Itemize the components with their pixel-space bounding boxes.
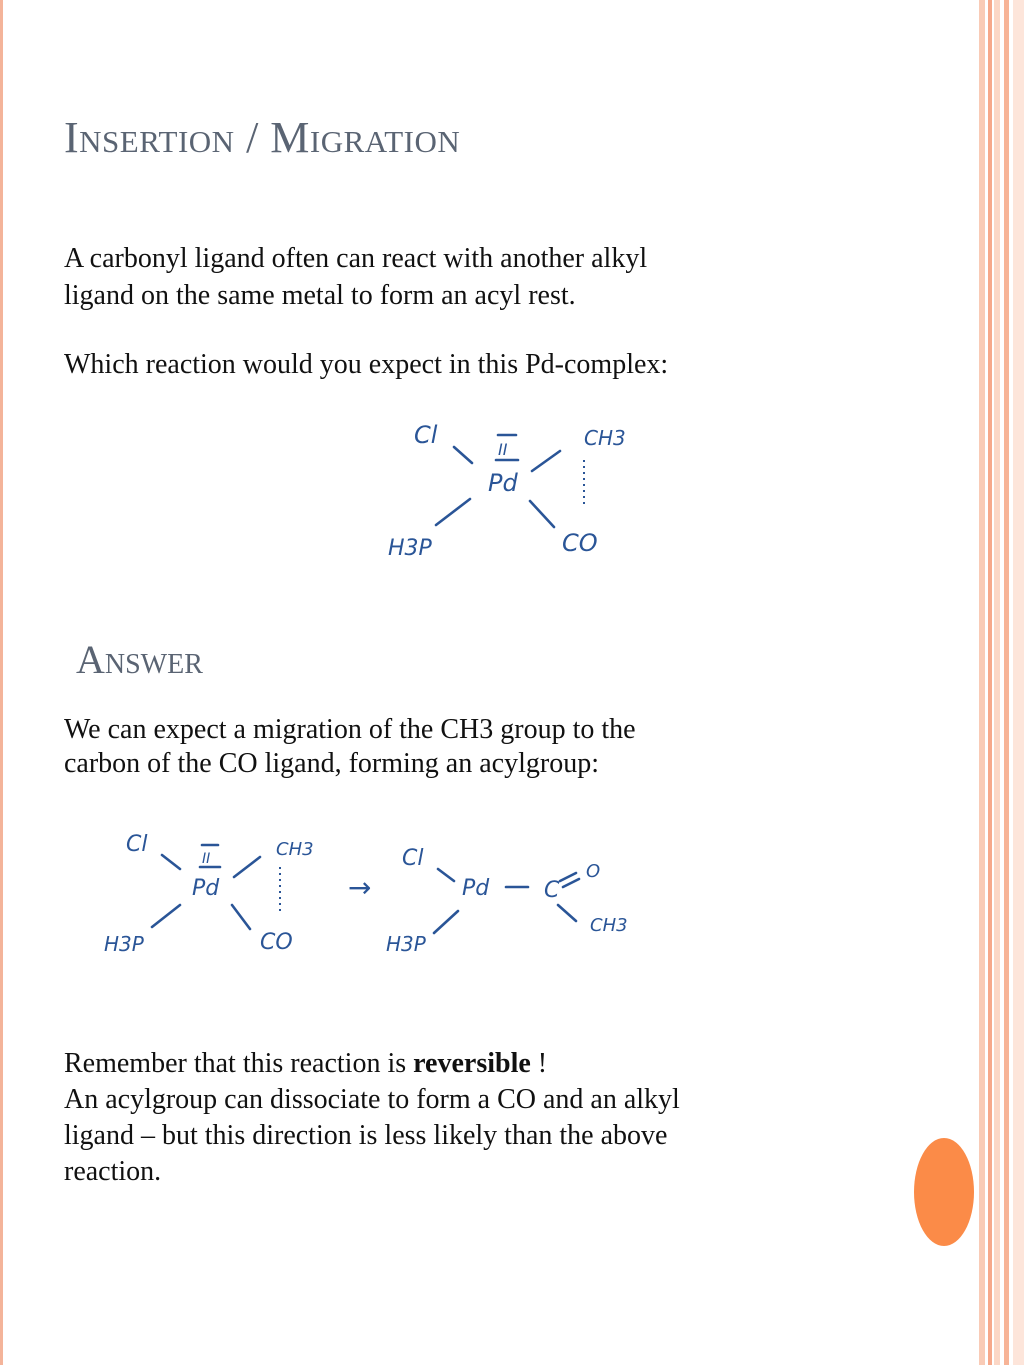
intro-line: A carbonyl ligand often can react with another alkyl xyxy=(64,243,648,274)
decorative-stripe xyxy=(988,0,992,1365)
note-paragraph xyxy=(64,1046,924,1190)
decorative-stripe xyxy=(979,0,985,1365)
pd-label: Pd xyxy=(488,469,518,497)
note-prefix: Remember that this reaction is xyxy=(64,1048,414,1079)
answer-paragraph xyxy=(64,713,924,781)
ph3-label: H3P xyxy=(104,932,144,956)
oxidation-state-label: II xyxy=(202,851,211,867)
double-bond-line xyxy=(563,879,579,887)
bond-line xyxy=(454,447,472,463)
intro-line: ligand on the same metal to form an acyl rest. xyxy=(64,280,576,311)
bond-line xyxy=(558,905,576,921)
answer-line: We can expect a migration of the CH3 group to the xyxy=(64,714,636,745)
bond-line xyxy=(434,911,458,933)
reversible-emphasis: reversible xyxy=(413,1048,531,1079)
reaction-diagram xyxy=(70,825,650,995)
ch3-label: CH3 xyxy=(590,915,628,936)
note-line: reaction. xyxy=(64,1156,162,1187)
bond-line xyxy=(152,905,180,927)
bond-line xyxy=(162,855,180,869)
double-bond-line xyxy=(560,873,576,881)
ph3-label: H3P xyxy=(386,932,426,956)
cl-label: Cl xyxy=(402,846,424,871)
slide-title: Insertion / Migration xyxy=(64,113,461,162)
bond-line xyxy=(232,905,250,929)
bond-line xyxy=(532,451,560,471)
pd-label: Pd xyxy=(462,876,490,901)
cl-label: Cl xyxy=(414,421,438,449)
oxidation-state-label: II xyxy=(498,440,508,459)
note-line: An acylgroup can dissociate to form a CO and an alkyl xyxy=(64,1084,680,1115)
left-border xyxy=(0,0,3,1365)
ch3-label: CH3 xyxy=(584,426,626,450)
carbon-label: C xyxy=(544,878,560,903)
note-line: ligand – but this direction is less likely than the above xyxy=(64,1120,668,1151)
question-text: Which reaction would you expect in this Pd-complex: xyxy=(64,349,669,380)
bond-line xyxy=(438,869,454,881)
co-label: CO xyxy=(260,930,293,955)
co-label: CO xyxy=(562,529,598,557)
decorative-stripe xyxy=(994,0,1000,1365)
ch3-label: CH3 xyxy=(276,839,314,860)
note-line xyxy=(64,1046,924,1082)
cl-label: Cl xyxy=(126,832,148,857)
answer-line: carbon of the CO ligand, forming an acylgroup: xyxy=(64,748,599,779)
decorative-stripe xyxy=(1004,0,1009,1365)
intro-paragraph xyxy=(64,240,924,314)
bond-line xyxy=(530,501,554,527)
pd-label: Pd xyxy=(192,876,220,901)
bond-line xyxy=(436,499,470,525)
bond-line xyxy=(234,857,260,877)
reaction-arrow: → xyxy=(348,871,372,904)
answer-heading: Answer xyxy=(76,637,203,682)
ph3-label: H3P xyxy=(388,536,432,561)
decorative-stripe xyxy=(1013,0,1024,1365)
note-suffix: ! xyxy=(530,1048,548,1079)
oxygen-label: O xyxy=(586,861,601,882)
pd-complex-diagram xyxy=(380,415,640,590)
